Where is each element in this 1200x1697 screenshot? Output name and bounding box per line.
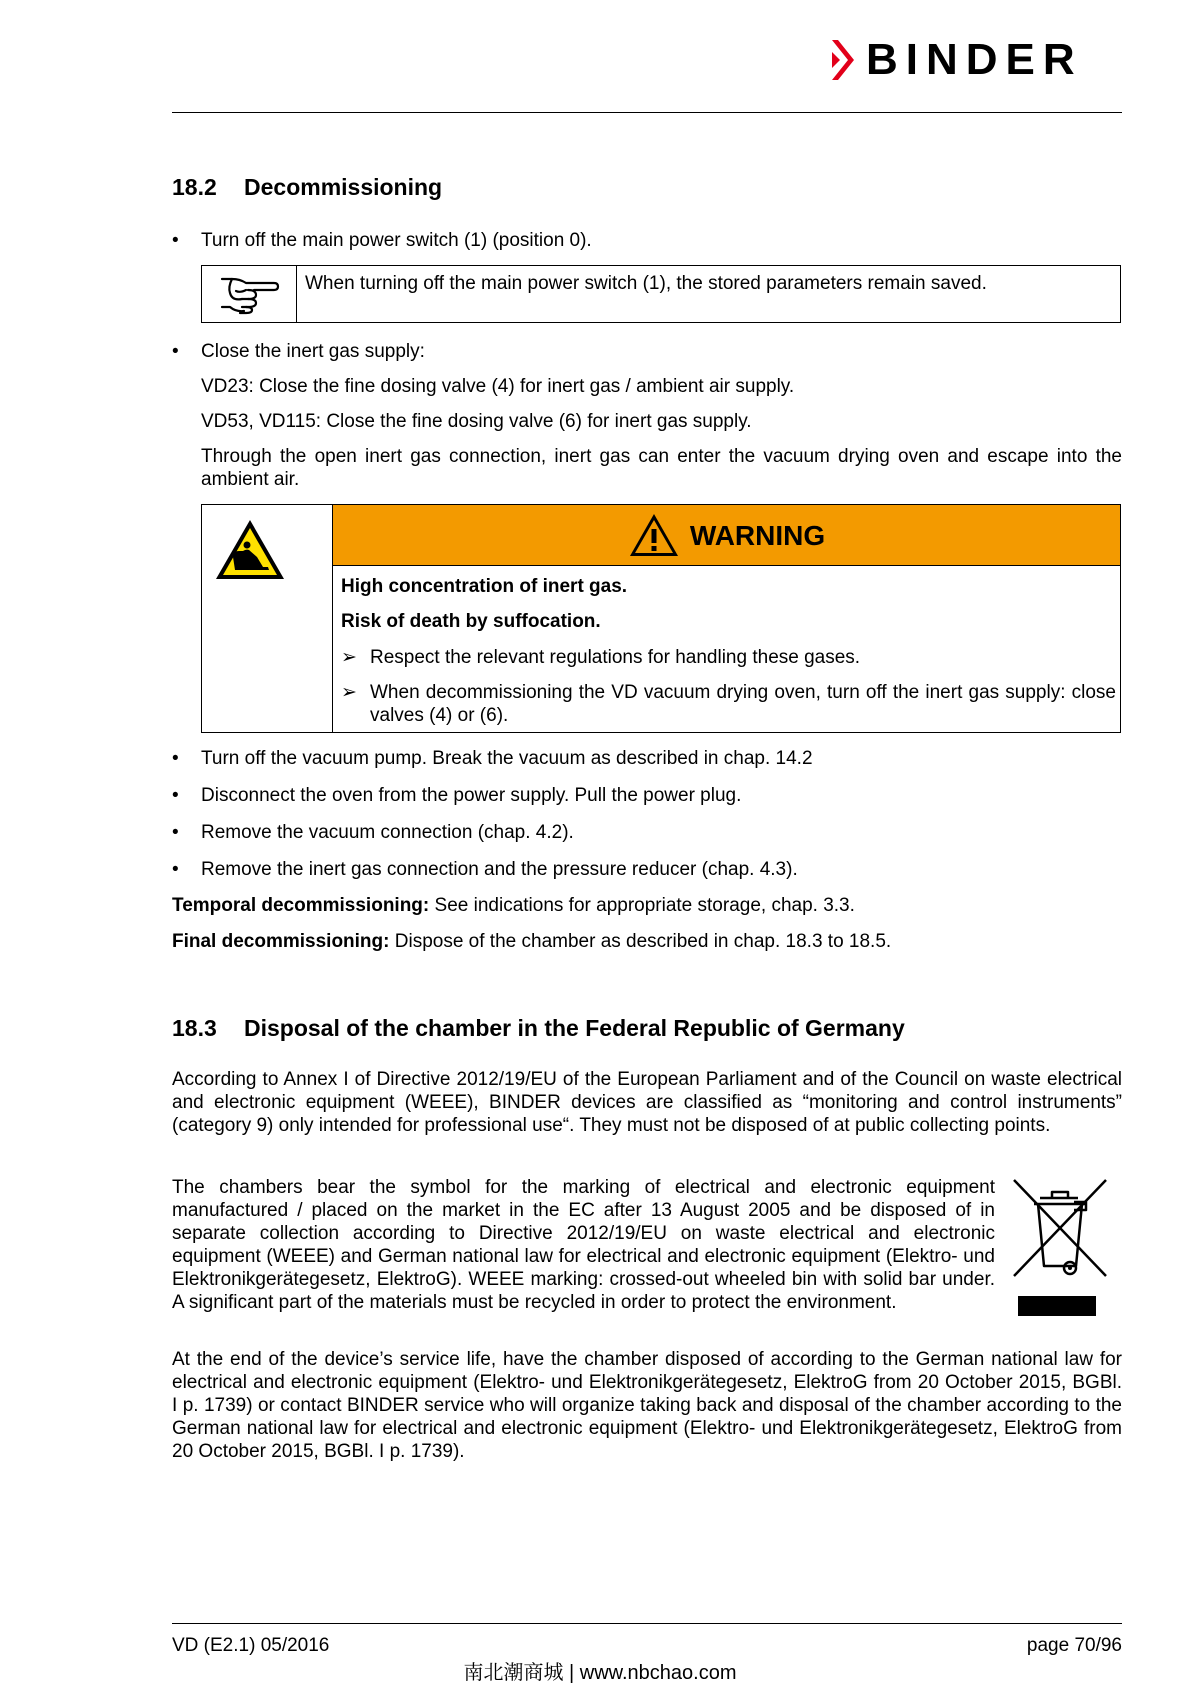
temporal-decommissioning — [172, 894, 1122, 917]
final-text: Dispose of the chamber as described in chap. 18.3 to 18.5. — [389, 931, 892, 952]
warning-consequence: Risk of death by suffocation. — [341, 611, 601, 632]
section-title: Decommissioning — [244, 174, 443, 200]
section-heading-18-2 — [172, 173, 442, 201]
bullet-dot: • — [172, 859, 179, 880]
bullet-dot: • — [172, 822, 179, 843]
binder-logo — [830, 35, 1120, 84]
warning-hazard: High concentration of inert gas. — [341, 576, 628, 597]
section-number: 18.3 — [172, 1015, 217, 1041]
warning-header — [333, 505, 1120, 566]
vd23-instruction: VD23: Close the fine dosing valve (4) for inert gas / ambient air supply. — [201, 376, 795, 397]
temporal-text: See indications for appropriate storage, chap. 3.3. — [429, 895, 855, 916]
crossed-out-wheeled-bin-icon — [1012, 1172, 1108, 1320]
final-decommissioning — [172, 930, 1122, 953]
brand-name: BINDER — [866, 35, 1083, 84]
warning-measure-text: When decommissioning the VD vacuum drying oven, turn off the inert gas supply: close valves (4) or (6). — [370, 682, 1116, 726]
inert-gas-note: Through the open inert gas connection, inert gas can enter the vacuum drying oven and escape into the ambient air. — [201, 446, 1122, 490]
bullet-dot: • — [172, 230, 179, 251]
temporal-label: Temporal decommissioning: — [172, 895, 430, 916]
page-number: page 70/96 — [1026, 1635, 1122, 1656]
note-box — [201, 265, 1121, 323]
paragraph-disposal-end-of-life: At the end of the device’s service life, have the chamber disposed of according to the German national law for electrical and electronic equipment (Elektro- und Elektronikgerätegesetz, ElektroG from 20 October 2015, BGBl. I p. 1739) or contact BINDER service who will organize taking back and disposal of the chamber according to the German national law for electrical and electronic equipment (Elektro- und Elektronikgerätegesetz, ElektroG from 20 October 2015, BGBl. I p. 1739). — [172, 1349, 1122, 1462]
bullet-text: Close the inert gas supply: — [201, 341, 425, 362]
weee-symbol — [1012, 1172, 1108, 1326]
note-icon-cell — [202, 266, 297, 322]
bullet-text: Turn off the main power switch (1) (position 0). — [201, 230, 592, 251]
header-rule — [172, 112, 1122, 113]
suffocation-hazard-icon — [213, 517, 287, 583]
paragraph-weee-classification: According to Annex I of Directive 2012/19/EU of the European Parliament and of the Council on waste electrical and electronic equipment (WEEE), BINDER devices are classified as “monitoring and control instruments” (category 9) only intended for professional use“. They must not be disposed of at public collecting points. — [172, 1069, 1122, 1136]
source-watermark: 南北潮商城 | www.nbchao.com — [463, 1662, 737, 1684]
paragraph-weee-marking: The chambers bear the symbol for the marking of electrical and electronic equipment manufactured / placed on the market in the EC after 13 August 2005 and be disposed of in separate collection according to Directive 2012/19/EU on waste electrical and electronic equipment (WEEE) and German national law for electrical and electronic equipment (Elektro- und Elektronikgerätegesetz, ElektroG). WEEE marking: crossed-out wheeled bin with solid bar under. A significant part of the materials must be recycled in order to protect the environment. — [172, 1177, 995, 1313]
bullet-text: Disconnect the oven from the power supply. Pull the power plug. — [201, 785, 742, 806]
pointing-hand-icon — [218, 271, 280, 317]
warning-icon-cell — [202, 505, 333, 732]
warning-triangle-icon — [628, 512, 680, 558]
warning-measure-text: Respect the relevant regulations for handling these gases. — [370, 647, 861, 668]
bullet-dot: • — [172, 748, 179, 769]
section-number: 18.2 — [172, 174, 217, 200]
arrow-bullet-icon: ➢ — [341, 647, 357, 668]
brand-arrow-icon — [830, 38, 860, 82]
bullet-text: Remove the vacuum connection (chap. 4.2). — [201, 822, 574, 843]
bullet-text: Turn off the vacuum pump. Break the vacuum as described in chap. 14.2 — [201, 748, 813, 769]
document-id: VD (E2.1) 05/2016 — [172, 1635, 330, 1656]
warning-box — [201, 504, 1121, 733]
footer-rule — [172, 1623, 1122, 1624]
section-heading-18-3 — [172, 1014, 905, 1042]
final-label: Final decommissioning: — [172, 931, 390, 952]
bullet-dot: • — [172, 341, 179, 362]
warning-label: WARNING — [689, 519, 826, 551]
section-title: Disposal of the chamber in the Federal Republic of Germany — [244, 1015, 905, 1041]
arrow-bullet-icon: ➢ — [341, 682, 357, 703]
bullet-text: Remove the inert gas connection and the pressure reducer (chap. 4.3). — [201, 859, 798, 880]
note-text: When turning off the main power switch (1), the stored parameters remain saved. — [305, 273, 987, 294]
vd53-instruction: VD53, VD115: Close the fine dosing valve (6) for inert gas supply. — [201, 411, 752, 432]
bullet-dot: • — [172, 785, 179, 806]
